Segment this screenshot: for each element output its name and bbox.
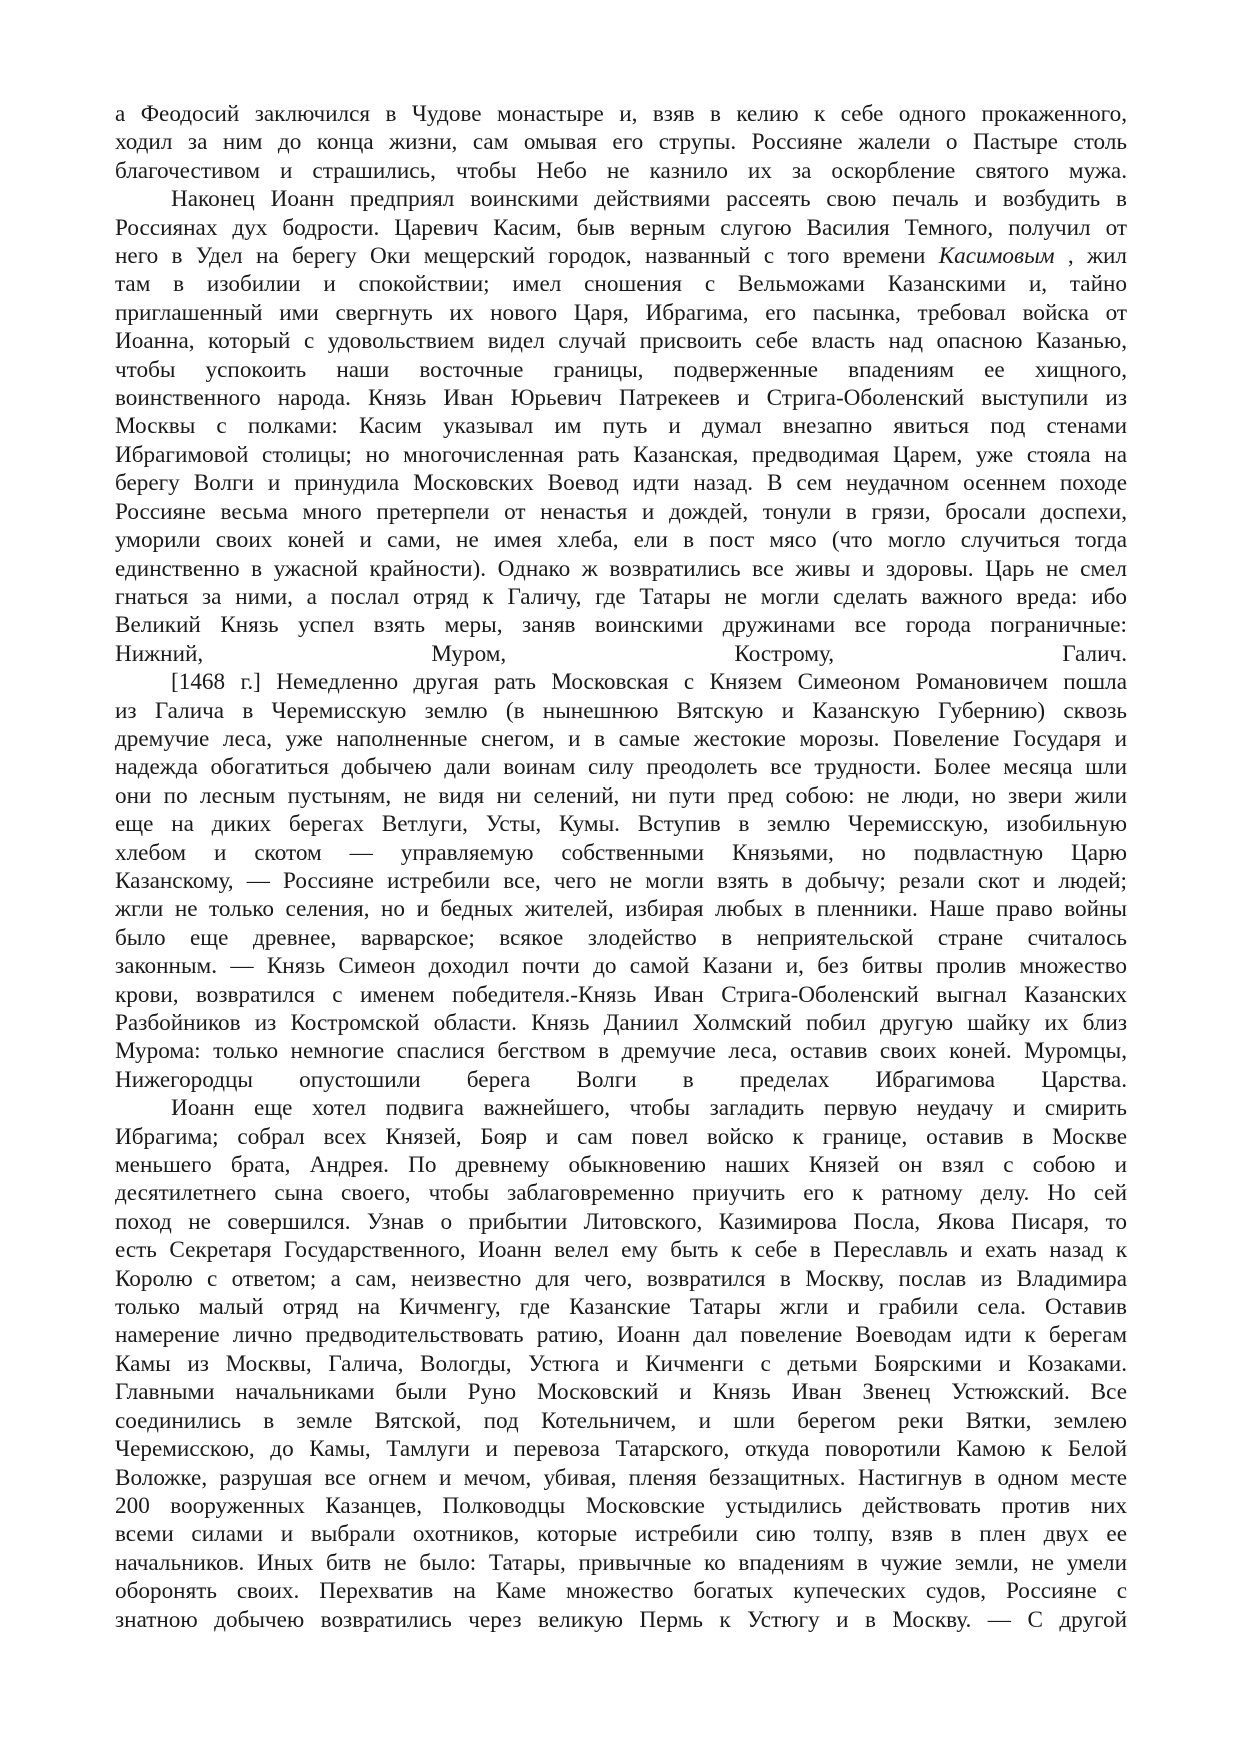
text-line: Россиянах дух бодрости. Царевич Касим, быв верным слугою Василия Темного, получил от: [115, 214, 1127, 241]
text-line-tail: , жил: [1054, 243, 1128, 270]
text-line: Наконец Иоанн предприял воинскими действиями рассеять свою печаль и возбудить в: [171, 186, 1127, 213]
paragraph-4: [115, 1094, 1127, 1634]
text-line: всеми силами и выбрали охотников, которые истребили сию толпу, взяв в плен двух ее: [115, 1521, 1127, 1548]
text-body: [115, 100, 1127, 1634]
text-line: соединились в земле Вятской, под Котельничем, и шли берегом реки Вятки, землею: [115, 1407, 1127, 1434]
text-line: оборонять своих. Перехватив на Каме множество богатых купеческих судов, Россияне с: [115, 1578, 1127, 1605]
paragraph-1: [115, 100, 1127, 185]
text-line: Королю с ответом; а сам, неизвестно для чего, возвратился в Москву, послав из Владимира: [115, 1265, 1127, 1292]
text-line: Главными начальниками были Руно Московский и Князь Иван Звенец Устюжский. Все: [115, 1379, 1127, 1406]
text-line: дремучие леса, уже наполненные снегом, и в самые жестокие морозы. Повеление Государя и: [115, 725, 1127, 752]
text-line: Ибрагима; собрал всех Князей, Бояр и сам повел войско к границе, оставив в Москве: [115, 1123, 1127, 1150]
text-line: ходил за ним до конца жизни, сам омывая его струпы. Россияне жалели о Пастыре столь: [115, 129, 1127, 156]
text-line: Разбойников из Костромской области. Князь Даниил Холмский побил другую шайку их близ: [115, 1010, 1127, 1036]
text-line: знатною добычею возвратились через великую Пермь к Устюгу и в Москву. — С другой: [115, 1606, 1127, 1633]
text-line: десятилетнего сына своего, чтобы заблаговременно приучить его к ратному делу. Но сей: [115, 1180, 1127, 1207]
text-line: поход не совершился. Узнав о прибытии Литовского, Казимирова Посла, Якова Писаря, то: [115, 1208, 1127, 1235]
text-line: гнаться за ними, а послал отряд к Галичу, где Татары не могли сделать важного вреда: ибо: [115, 583, 1127, 610]
text-line: жгли не только селения, но и бедных жителей, избирая любых в пленники. Наше право войны: [115, 896, 1127, 923]
text-line: только малый отряд на Кичменгу, где Казанские Татары жгли и грабили села. Оставив: [115, 1294, 1127, 1321]
text-line: там в изобилии и спокойствии; имел сношения с Вельможами Казанскими и, тайно: [115, 271, 1127, 298]
text-line: надежда обогатиться добычею дали воинам силу преодолеть все трудности. Более месяца шли: [115, 754, 1127, 781]
text-line: Ибрагимовой столицы; но многочисленная рать Казанская, предводимая Царем, уже стояла на: [115, 441, 1127, 468]
text-line: крови, возвратился с именем победителя.-Князь Иван Стрига-Оболенский выгнал Казанских: [115, 981, 1127, 1008]
text-line: воинственного народа. Князь Иван Юрьевич Патрекеев и Стрига-Оболенский выступили из: [115, 385, 1127, 412]
text-line: Москвы с полками: Касим указывал им путь и думал внезапно явиться под стенами: [115, 413, 1127, 440]
text-line: Иоанн еще хотел подвига важнейшего, чтобы загладить первую неудачу и смирить: [171, 1095, 1127, 1122]
text-line: они по лесным пустыням, не видя ни селений, ни пути пред собою: не люди, но звери жили: [115, 782, 1127, 809]
text-line: а Феодосий заключился в Чудове монастыре и, взяв в келию к себе одного прокаженного,: [115, 101, 1127, 127]
text-line: него в Удел на берегу Оки мещерский городок, названный с того времени: [115, 243, 926, 270]
text-line: меньшего брата, Андрея. По древнему обыкновению наших Князей он взял с собою и: [115, 1152, 1127, 1179]
text-line: еще на диких берегах Ветлуги, Усты, Кумы. Вступив в землю Черемисскую, изобильную: [115, 811, 1127, 838]
text-line: единственно в ужасной крайности). Однако ж возвратились все живы и здоровы. Царь не смел: [115, 555, 1127, 582]
text-line: Великий Князь успел взять меры, заняв воинскими дружинами все города пограничные:: [115, 612, 1127, 639]
text-line: уморили своих коней и сами, не имея хлеба, ели в пост мясо (что могло случиться тогда: [115, 527, 1127, 554]
text-line: Камы из Москвы, Галича, Вологды, Устюга и Кичменги с детьми Боярскими и Козаками.: [115, 1350, 1127, 1377]
text-line: Иоанна, который с удовольствием видел случай присвоить себе власть над опасною Казанью,: [115, 328, 1127, 355]
text-line: благочестивом и страшились, чтобы Небо не казнило их за оскорбление святого мужа.: [115, 157, 1127, 184]
text-line: 200 вооруженных Казанцев, Полководцы Московские устыдились действовать против них: [115, 1492, 1127, 1519]
text-line: из Галича в Черемисскую землю (в нынешнюю Вятскую и Казанскую Губернию) сквозь: [115, 697, 1127, 724]
text-line: Воложке, разрушая все огнем и мечом, убивая, пленяя беззащитных. Настигнув в одном месте: [115, 1464, 1127, 1491]
text-line: есть Секретаря Государственного, Иоанн велел ему быть к себе в Переславль и ехать назад к: [115, 1237, 1127, 1264]
text-line: Нижний, Муром, Кострому, Галич.: [115, 640, 1127, 667]
text-line: намерение лично предводительствовать ратию, Иоанн дал повеление Воеводам идти к берегам: [115, 1322, 1127, 1349]
text-line: приглашенный ими свергнуть их нового Царя, Ибрагима, его пасынка, требовал войска от: [115, 299, 1127, 326]
text-line: чтобы успокоить наши восточные границы, подверженные впадениям ее хищного,: [115, 356, 1127, 383]
text-line: хлебом и скотом — управляемую собственными Князьями, но подвластную Царю: [115, 839, 1127, 866]
text-line: Мурома: только немногие спаслися бегством в дремучие леса, оставив своих коней. Муромцы,: [115, 1038, 1127, 1065]
text-line: Казанскому, — Россияне истребили все, чего не могли взять в добычу; резали скот и людей;: [115, 867, 1127, 894]
text-line: [1468 г.] Немедленно другая рать Московская с Князем Симеоном Романовичем пошла: [171, 669, 1127, 696]
text-line: Черемисскою, до Камы, Тамлуги и перевоза Татарского, откуда поворотили Камою к Белой: [115, 1436, 1127, 1463]
text-line: законным. — Князь Симеон доходил почти до самой Казани и, без битвы пролив множество: [115, 953, 1127, 980]
text-line: начальников. Иных битв не было: Татары, привычные ко впадениям в чужие земли, не умели: [115, 1549, 1127, 1576]
text-line: берегу Волги и принудила Московских Воевод идти назад. В сем неудачном осеннем походе: [115, 470, 1127, 497]
text-line: было еще древнее, варварское; всякое злодейство в неприятельской стране считалось: [115, 924, 1127, 951]
paragraph-3: [115, 668, 1127, 1094]
paragraph-2: [115, 185, 1127, 668]
text-line: Россияне весьма много претерпели от ненастья и дождей, тонули в грязи, бросали доспехи,: [115, 498, 1127, 525]
italic-place-name: Касимовым: [938, 243, 1055, 270]
text-line: Нижегородцы опустошили берега Волги в пределах Ибрагимова Царства.: [115, 1066, 1127, 1093]
